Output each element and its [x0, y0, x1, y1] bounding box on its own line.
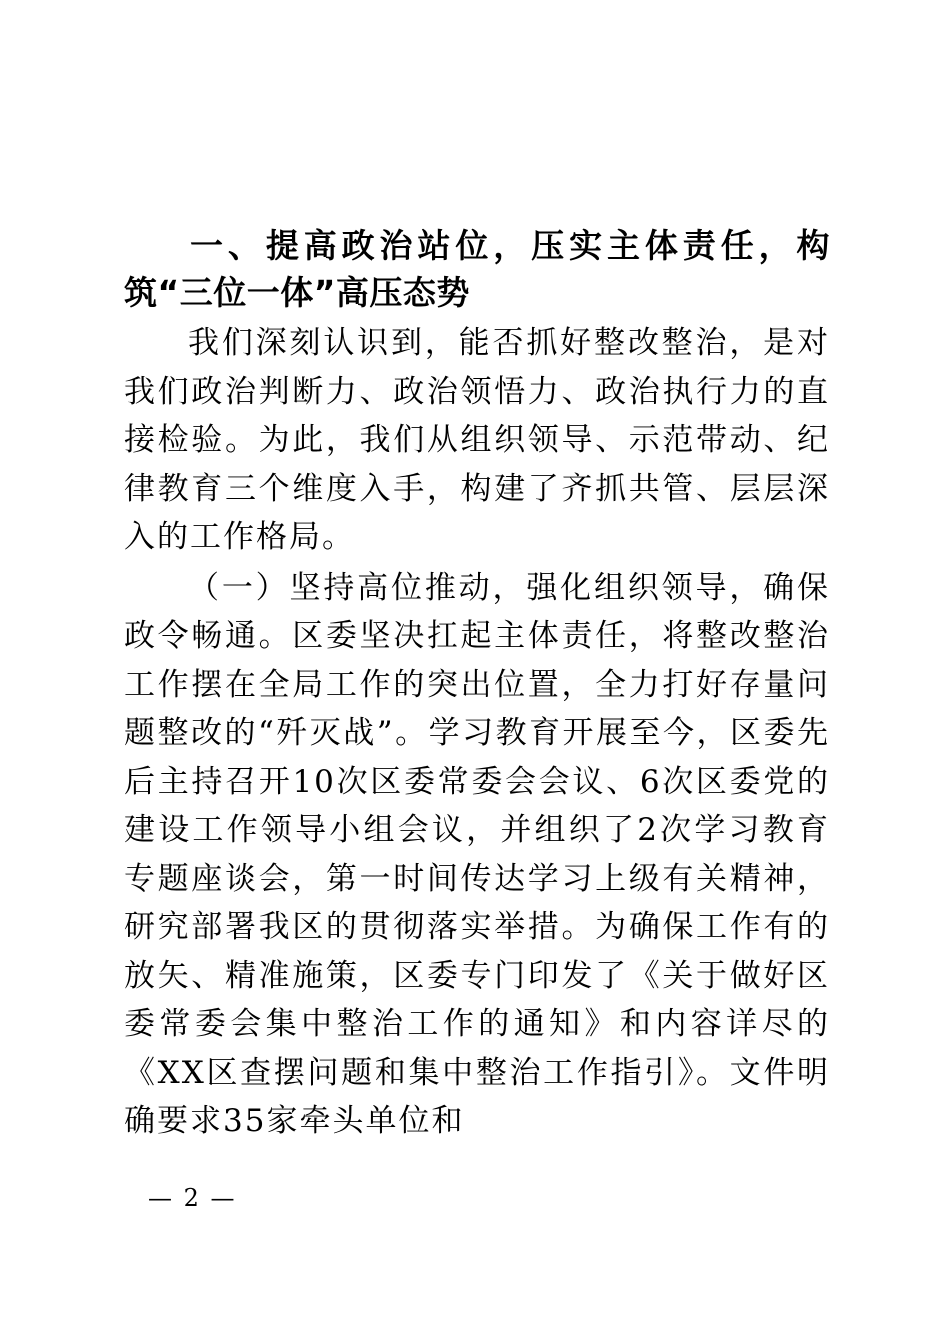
subsection-paragraph [124, 564, 830, 1146]
subsection-heading: （一）坚持高位推动，强化组织领导，确保政令畅通。 [124, 569, 830, 654]
page-number: — 2 — [148, 1184, 237, 1212]
intro-paragraph: 我们深刻认识到，能否抓好整改整治，是对我们政治判断力、政治领悟力、政治执行力的直接检验。为此，我们从组织领导、示范带动、纪律教育三个维度入手，构建了齐抓共管、层层深入的工作格局。 [124, 325, 830, 555]
document-body [124, 222, 830, 1146]
section-heading: 一、提高政治站位，压实主体责任，构筑“三位一体”高压态势 [124, 226, 830, 312]
subsection-body: 区委坚决扛起主体责任，将整改整治工作摆在全局工作的突出位置，全力打好存量问题整改的“歼灭战”。学习教育开展至今，区委先后主持召开10次区委常委会会议、6次区委党的建设工作领导小组会议，并组织了2次学习教育专题座谈会，第一时间传达学习上级有关精神，研究部署我区的贯彻落实举措。为确保工作有的放矢、精准施策，区委专门印发了《关于做好区委常委会集中整治工作的通知》和内容详尽的《XX区查摆问题和集中整治工作指引》。文件明确要求35家牵头单位和 [124, 618, 830, 1139]
